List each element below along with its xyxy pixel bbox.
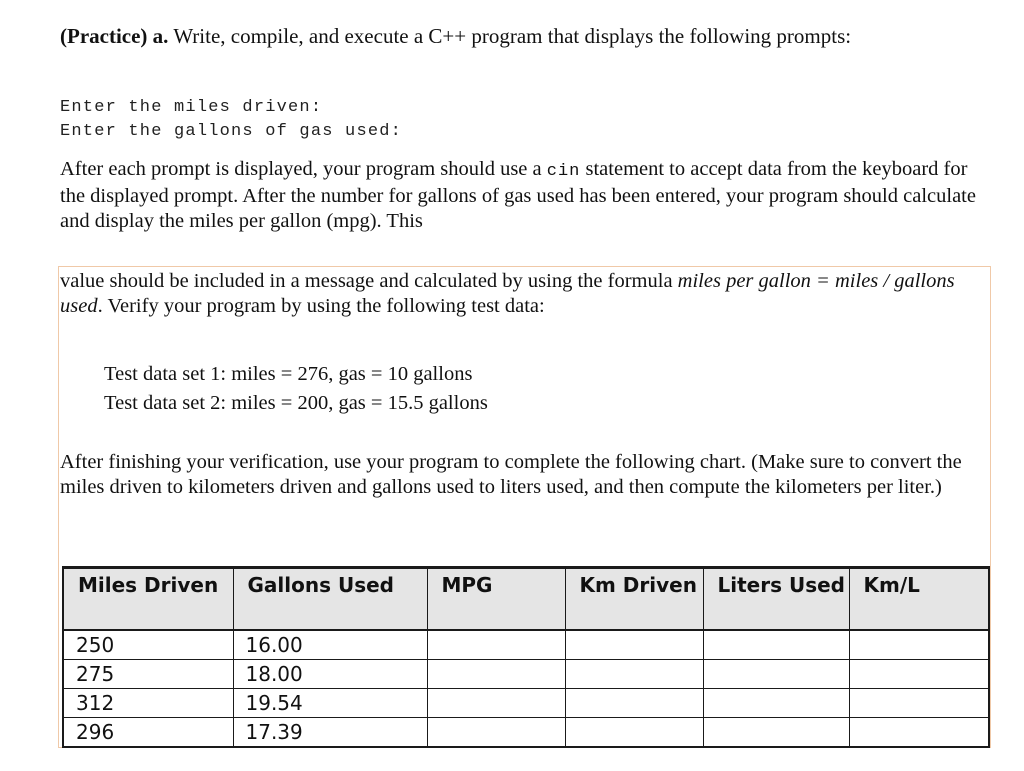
cell-gallons-used: 17.39 <box>233 718 427 748</box>
cell-km-driven <box>565 660 703 689</box>
cell-km-driven <box>565 689 703 718</box>
column-header-miles-driven: Miles Driven <box>63 568 233 631</box>
cell-liters-used <box>703 660 849 689</box>
cell-liters-used <box>703 689 849 718</box>
paragraph-text: statement to accept data from the keyboard for the displayed prompt. After the number for gallons of gas used has been entered, your program should calculate and display the miles per gallon (mpg). This <box>60 158 976 232</box>
column-header-km-per-liter: Km/L <box>849 568 989 631</box>
test-data-set-1: Test data set 1: miles = 276, gas = 10 gallons <box>104 363 473 385</box>
cell-liters-used <box>703 630 849 660</box>
paragraph-chart-instructions: After finishing your verification, use your program to complete the following chart. (Make sure to convert the miles driven to kilometers driven and gallons used to liters used, and then compute the kilometers per liter.) <box>60 451 962 498</box>
cell-mpg <box>427 718 565 748</box>
cell-km-per-liter <box>849 630 989 660</box>
inline-code-cin: cin <box>546 162 581 181</box>
paragraph-formula <box>60 269 990 319</box>
table-row <box>63 689 989 718</box>
paragraph-text: After each prompt is displayed, your program should use a <box>60 158 547 180</box>
cell-km-per-liter <box>849 689 989 718</box>
table-row <box>63 630 989 660</box>
cell-liters-used <box>703 718 849 748</box>
prompt-line-miles: Enter the miles driven: <box>60 98 323 117</box>
table-row <box>63 718 989 748</box>
paragraph-text: value should be included in a message and calculated by using the formula <box>60 270 678 292</box>
cell-miles-driven: 312 <box>63 689 233 718</box>
cell-km-driven <box>565 630 703 660</box>
cell-miles-driven: 296 <box>63 718 233 748</box>
cell-gallons-used: 19.54 <box>233 689 427 718</box>
cell-miles-driven: 250 <box>63 630 233 660</box>
cell-mpg <box>427 689 565 718</box>
cell-km-per-liter <box>849 718 989 748</box>
exercise-label: (Practice) a. <box>60 24 169 48</box>
column-header-mpg: MPG <box>427 568 565 631</box>
paragraph-instructions <box>60 157 990 234</box>
exercise-instruction: Write, compile, and execute a C++ program that displays the following prompts: <box>173 24 852 48</box>
cell-miles-driven: 275 <box>63 660 233 689</box>
table-row <box>63 660 989 689</box>
cell-gallons-used: 18.00 <box>233 660 427 689</box>
mileage-chart-table <box>62 566 990 748</box>
paragraph-text: . Verify your program by using the following test data: <box>97 295 545 317</box>
column-header-gallons-used: Gallons Used <box>233 568 427 631</box>
cell-gallons-used: 16.00 <box>233 630 427 660</box>
cell-km-driven <box>565 718 703 748</box>
cell-mpg <box>427 660 565 689</box>
column-header-km-driven: Km Driven <box>565 568 703 631</box>
test-data-set-2: Test data set 2: miles = 200, gas = 15.5 gallons <box>104 392 488 414</box>
exercise-heading <box>60 24 990 49</box>
cell-km-per-liter <box>849 660 989 689</box>
table-header-row <box>63 568 989 631</box>
column-header-liters-used: Liters Used <box>703 568 849 631</box>
formula-text: miles per gallon = miles / gallons used <box>60 270 955 317</box>
cell-mpg <box>427 630 565 660</box>
prompt-line-gallons: Enter the gallons of gas used: <box>60 122 403 141</box>
